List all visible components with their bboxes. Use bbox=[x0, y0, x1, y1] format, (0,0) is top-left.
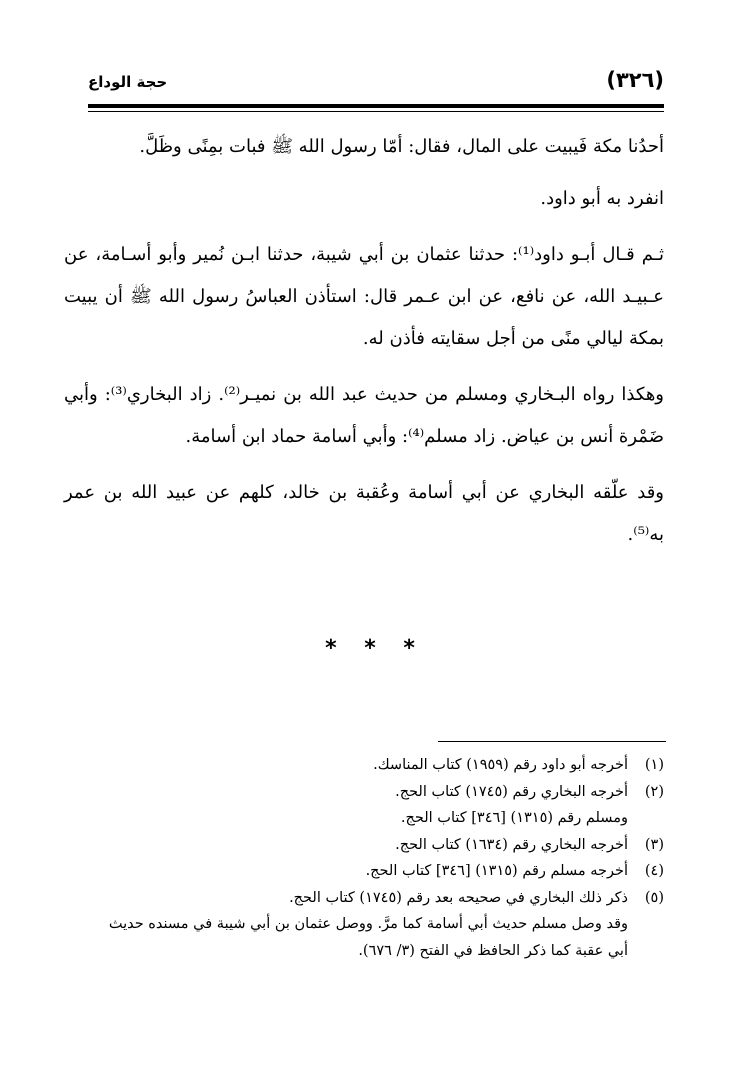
paragraph: انفرد به أبو داود. bbox=[540, 188, 664, 209]
footnote-item bbox=[96, 832, 664, 859]
page-number: (٣٢٦) bbox=[606, 68, 664, 92]
paragraph: أحدُنا مكة فَيبيت على المال، فقال: أمّا رسول الله ﷺ فبات بمِنًى وظَلَّ. bbox=[139, 136, 664, 157]
footnote-item bbox=[96, 885, 664, 965]
footnote-number: (٤) bbox=[644, 863, 664, 879]
footnote-text: أخرجه البخاري رقم (١٧٤٥) كتاب الحج. bbox=[395, 783, 628, 800]
section-separator: * * * bbox=[325, 636, 425, 661]
running-title: حجة الوداع bbox=[88, 73, 168, 91]
footnote-number: (٥) bbox=[644, 889, 664, 906]
paragraph: وهكذا رواه البـخاري ومسلم من حديث عبد الله بن نميـر⁽²⁾. زاد البخاري⁽³⁾: وأبي ضَمْرة أنس بن عياض. زاد مسلم⁽⁴⁾: وأبي أسامة حماد ابن أسامة. bbox=[64, 384, 664, 447]
footnote-rule bbox=[438, 741, 666, 742]
footnote-text: أخرجه مسلم رقم (١٣١٥) [٣٤٦] كتاب الحج. bbox=[365, 863, 628, 879]
header-rule-thick bbox=[88, 104, 664, 108]
footnote-text: ذكر ذلك البخاري في صحيحه بعد رقم (١٧٤٥) كتاب الحج. bbox=[289, 889, 628, 906]
header-rule-thin bbox=[88, 111, 664, 112]
footnote-number: (٢) bbox=[644, 783, 664, 800]
footnote-item bbox=[96, 779, 664, 832]
footnote-text: أبي عقبة كما ذكر الحافظ في الفتح (٣/ ٦٧٦). bbox=[358, 942, 628, 959]
footnote-item bbox=[96, 752, 664, 779]
footnote-text: وقد وصل مسلم حديث أبي أسامة كما مرَّ. ووصل عثمان بن أبي شيبة في مسنده حديث bbox=[108, 916, 628, 932]
footnote-text: ومسلم رقم (١٣١٥) [٣٤٦] كتاب الحج. bbox=[400, 810, 628, 826]
footnotes bbox=[96, 752, 664, 964]
footnote-text: أخرجه أبو داود رقم (١٩٥٩) كتاب المناسك. bbox=[373, 757, 628, 773]
page-header bbox=[88, 64, 664, 98]
paragraph: وقد علّقه البخاري عن أبي أسامة وعُقبة بن خالد، كلهم عن عبيد الله بن عمر به⁽⁵⁾. bbox=[64, 482, 664, 545]
footnote-item bbox=[96, 858, 664, 885]
footnote-number: (٣) bbox=[644, 836, 664, 853]
main-text bbox=[64, 126, 664, 570]
footnote-text: أخرجه البخاري رقم (١٦٣٤) كتاب الحج. bbox=[395, 836, 628, 853]
footnote-number: (١) bbox=[644, 757, 664, 773]
paragraph: ثـم قـال أبـو داود⁽¹⁾: حدثنا عثمان بن أبي شيبة، حدثنا ابـن نُمير وأبو أسـامة، عن عـبيـد الله، عن نافع، عن ابن عـمر قال: استأذن العباسُ رسول الله ﷺ أن يبيت بمكة ليالي منًى من أجل سقايته فأذن له. bbox=[64, 244, 664, 349]
